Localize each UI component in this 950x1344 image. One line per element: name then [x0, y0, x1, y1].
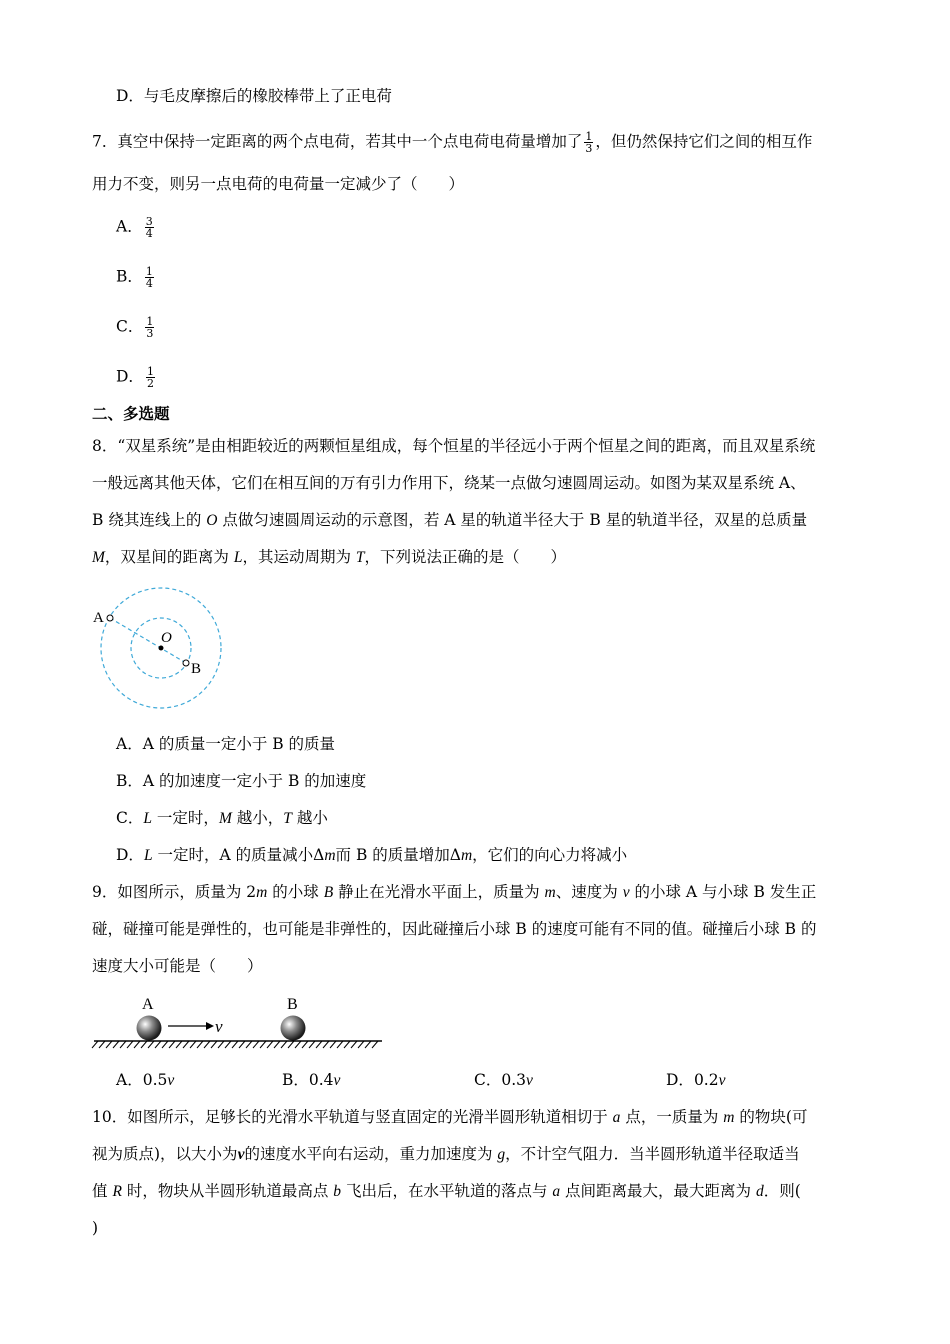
hatch-mark: [372, 1041, 378, 1048]
hatch-mark: [190, 1041, 196, 1048]
text: 值: [92, 1182, 113, 1200]
hatch-mark: [106, 1041, 112, 1048]
hatch-mark: [197, 1041, 203, 1048]
var-L: L: [143, 847, 153, 864]
q8-stem-line1: 8．“双星系统”是由相距较近的两颗恒星组成，每个恒星的半径远小于两个恒星之间的距离，而且双星系统: [92, 437, 816, 455]
text: 视为质点)，以大小为: [92, 1145, 238, 1163]
text: ，双星间的距离为: [104, 548, 234, 566]
hatch-mark: [155, 1041, 161, 1048]
hatch-mark: [281, 1041, 287, 1048]
text: 一定时，: [152, 809, 219, 827]
hatch-mark: [99, 1041, 105, 1048]
center-o: [159, 646, 164, 651]
text: 的小球: [267, 883, 324, 901]
text: 越小: [291, 809, 328, 827]
hatch-mark: [176, 1041, 182, 1048]
q9-stem-line3: 速度大小可能是（ ）: [92, 957, 263, 975]
hatch-mark: [148, 1041, 154, 1048]
q7-option-d: [116, 366, 157, 389]
q10-stem-line3: [92, 1181, 801, 1202]
frac-den: 4: [145, 227, 153, 240]
frac-num: 1: [146, 365, 154, 378]
var-b: b: [333, 1183, 342, 1200]
var-v: v: [526, 1072, 533, 1089]
text: 点，一质量为: [620, 1108, 724, 1126]
text: 9．如图所示，质量为 2: [92, 883, 257, 901]
hatch-mark: [351, 1041, 357, 1048]
text: 10．如图所示，足够长的光滑水平轨道与竖直固定的光滑半圆形轨道相切于: [92, 1108, 613, 1126]
text: ，下列说法正确的是（ ）: [364, 548, 567, 566]
text: 时，物块从半圆形轨道最高点: [121, 1182, 334, 1200]
hatch-mark: [232, 1041, 238, 1048]
var-B: B: [323, 884, 334, 901]
hatch-mark: [302, 1041, 308, 1048]
q7-option-c-fraction: [145, 316, 154, 339]
q7-text: ，但仍然保持它们之间的相互作: [595, 132, 813, 151]
hatch-mark: [127, 1041, 133, 1048]
text: 点做匀速圆周运动的示意图，若 A 星的轨道半径大于 B 星的轨道半径，双星的总质量: [217, 511, 808, 529]
var-v: v: [167, 1072, 175, 1089]
var-R: R: [112, 1183, 122, 1200]
hatch-mark: [113, 1041, 119, 1048]
ball-b-label: B: [287, 996, 298, 1013]
q9-stem-line1: [92, 882, 816, 903]
q9-option-a: [116, 1070, 174, 1091]
frac-num: 1: [146, 315, 154, 328]
var-m: m: [544, 884, 556, 901]
text: 而 B 的质量增加Δ: [335, 846, 461, 864]
q8-option-b: B．A 的加速度一定小于 B 的加速度: [116, 772, 367, 790]
label-o: O: [161, 630, 172, 646]
label-b: B: [191, 661, 202, 677]
option-value: 0.4: [308, 1071, 334, 1089]
hatch-mark: [323, 1041, 329, 1048]
var-m: m: [256, 884, 268, 901]
label-a: A: [93, 610, 104, 626]
hatch-mark: [267, 1041, 273, 1048]
q7-option-b-fraction: [145, 266, 154, 289]
arrow-head-icon: [206, 1022, 214, 1030]
q10-stem-line1: [92, 1107, 807, 1128]
option-label: A．: [116, 1071, 143, 1089]
q10-stem-line4: ): [92, 1219, 99, 1237]
text: ，其运动周期为: [242, 548, 356, 566]
option-label: C．: [474, 1071, 502, 1089]
q8-option-a: A．A 的质量一定小于 B 的质量: [116, 735, 336, 753]
text: C．: [116, 809, 144, 827]
hatch-mark: [309, 1041, 315, 1048]
hatch-mark: [204, 1041, 210, 1048]
hatch-mark: [141, 1041, 147, 1048]
var-m: m: [324, 847, 336, 864]
hatch-mark: [162, 1041, 168, 1048]
hatch-mark: [183, 1041, 189, 1048]
q7-stem-line2: 用力不变，则另一点电荷的电荷量一定减少了（ ）: [92, 175, 465, 193]
hatch-mark: [344, 1041, 350, 1048]
q7-option-a-fraction: [145, 216, 154, 239]
hatch-mark: [295, 1041, 301, 1048]
text: ，它们的向心力将减小: [472, 846, 628, 864]
frac-num: 3: [145, 215, 153, 228]
connecting-line: [110, 618, 186, 663]
q7-frac-num: 1: [585, 130, 593, 143]
q6-option-d: D．与毛皮摩擦后的橡胶棒带上了正电荷: [116, 87, 392, 105]
text: B 绕其连线上的: [92, 511, 207, 529]
hatch-mark: [358, 1041, 364, 1048]
text: 的小球 A 与小球 B 发生正: [629, 883, 817, 901]
option-label: C．: [116, 317, 144, 336]
hatch-mark: [274, 1041, 280, 1048]
frac-den: 3: [146, 327, 154, 340]
frac-den: 2: [146, 377, 154, 390]
hatch-mark: [92, 1041, 98, 1048]
option-value: 0.3: [501, 1071, 527, 1089]
q8-option-c: [116, 808, 328, 829]
var-m: m: [460, 847, 473, 864]
section-heading-multiple-choice: 二、多选题: [92, 404, 170, 423]
text: 飞出后，在水平轨道的落点与: [341, 1182, 553, 1200]
var-O: O: [206, 512, 218, 529]
star-a: [107, 615, 113, 621]
option-value: 0.2: [693, 1071, 719, 1089]
text: 静止在光滑水平面上，质量为: [333, 883, 545, 901]
option-label: B．: [116, 267, 143, 286]
q7-option-d-fraction: [146, 366, 155, 389]
star-b: [183, 660, 189, 666]
var-L: L: [233, 549, 243, 566]
frac-num: 1: [145, 265, 153, 278]
q7-text: 7．真空中保持一定距离的两个点电荷，若其中一个点电荷电荷量增加了: [92, 132, 583, 151]
var-d: d: [755, 1183, 764, 1200]
var-M: M: [92, 549, 105, 566]
text: ．则(: [763, 1182, 801, 1200]
ball-a-label: A: [142, 996, 154, 1013]
var-L: L: [143, 810, 152, 827]
var-T: T: [355, 549, 365, 566]
option-label: B．: [282, 1071, 309, 1089]
hatch-mark: [316, 1041, 322, 1048]
hatch-mark: [134, 1041, 140, 1048]
q7-option-a: [116, 216, 156, 239]
collision-figure: [88, 990, 388, 1052]
var-M: M: [218, 810, 232, 827]
q9-option-c: [474, 1070, 533, 1091]
velocity-label: v: [215, 1017, 223, 1036]
q7-fraction: [584, 131, 593, 154]
q10-stem-line2: [92, 1144, 800, 1165]
text: 越小，: [231, 809, 284, 827]
q7-option-c: [116, 316, 156, 339]
q8-stem-line4: [92, 547, 566, 568]
var-a: a: [552, 1183, 561, 1200]
var-v: v: [718, 1072, 726, 1089]
hatch-mark: [169, 1041, 175, 1048]
hatch-mark: [260, 1041, 266, 1048]
q7-stem-line1: [92, 131, 812, 154]
binary-star-figure: [88, 585, 228, 715]
hatch-mark: [246, 1041, 252, 1048]
hatch-mark: [288, 1041, 294, 1048]
option-label: A．: [116, 217, 143, 236]
ground-hatching: [92, 1041, 378, 1048]
hatch-mark: [120, 1041, 126, 1048]
q8-stem-line3: [92, 510, 807, 531]
hatch-mark: [225, 1041, 231, 1048]
var-T: T: [283, 810, 292, 827]
option-label: D．: [116, 367, 144, 386]
q8-stem-line2: 一般远离其他天体，它们在相互间的万有引力作用下，绕某一点做匀速圆周运动。如图为某双星系统 A、: [92, 474, 806, 492]
var-v: v: [622, 884, 630, 901]
hatch-mark: [330, 1041, 336, 1048]
text: D．: [116, 846, 144, 864]
hatch-mark: [239, 1041, 245, 1048]
hatch-mark: [218, 1041, 224, 1048]
q9-option-d: [666, 1070, 725, 1091]
hatch-mark: [211, 1041, 217, 1048]
ball-a: [137, 1016, 162, 1041]
var-m: m: [723, 1109, 735, 1126]
text: 点间距离最大，最大距离为: [560, 1182, 756, 1200]
var-v: v: [237, 1146, 245, 1163]
var-a: a: [612, 1109, 621, 1126]
hatch-mark: [365, 1041, 371, 1048]
frac-den: 4: [145, 277, 153, 290]
ball-b: [281, 1016, 306, 1041]
var-g: g: [497, 1146, 506, 1163]
text: 一定时，A 的质量减小Δ: [152, 846, 325, 864]
option-value: 0.5: [142, 1071, 168, 1089]
text: 、速度为: [555, 883, 623, 901]
text: 的速度水平向右运动，重力加速度为: [244, 1145, 498, 1163]
q9-stem-line2: 碰，碰撞可能是弹性的，也可能是非弹性的，因此碰撞后小球 B 的速度可能有不同的值。碰撞后小球 B 的: [92, 920, 817, 938]
text: 的物块(可: [734, 1108, 808, 1126]
q8-option-d: [116, 845, 627, 866]
hatch-mark: [253, 1041, 259, 1048]
text: ，不计空气阻力．当半圆形轨道半径取适当: [505, 1145, 800, 1163]
q7-option-b: [116, 266, 156, 289]
hatch-mark: [337, 1041, 343, 1048]
option-label: D．: [666, 1071, 694, 1089]
q9-option-b: [282, 1070, 340, 1091]
var-v: v: [333, 1072, 341, 1089]
q7-frac-den: 3: [585, 142, 593, 155]
